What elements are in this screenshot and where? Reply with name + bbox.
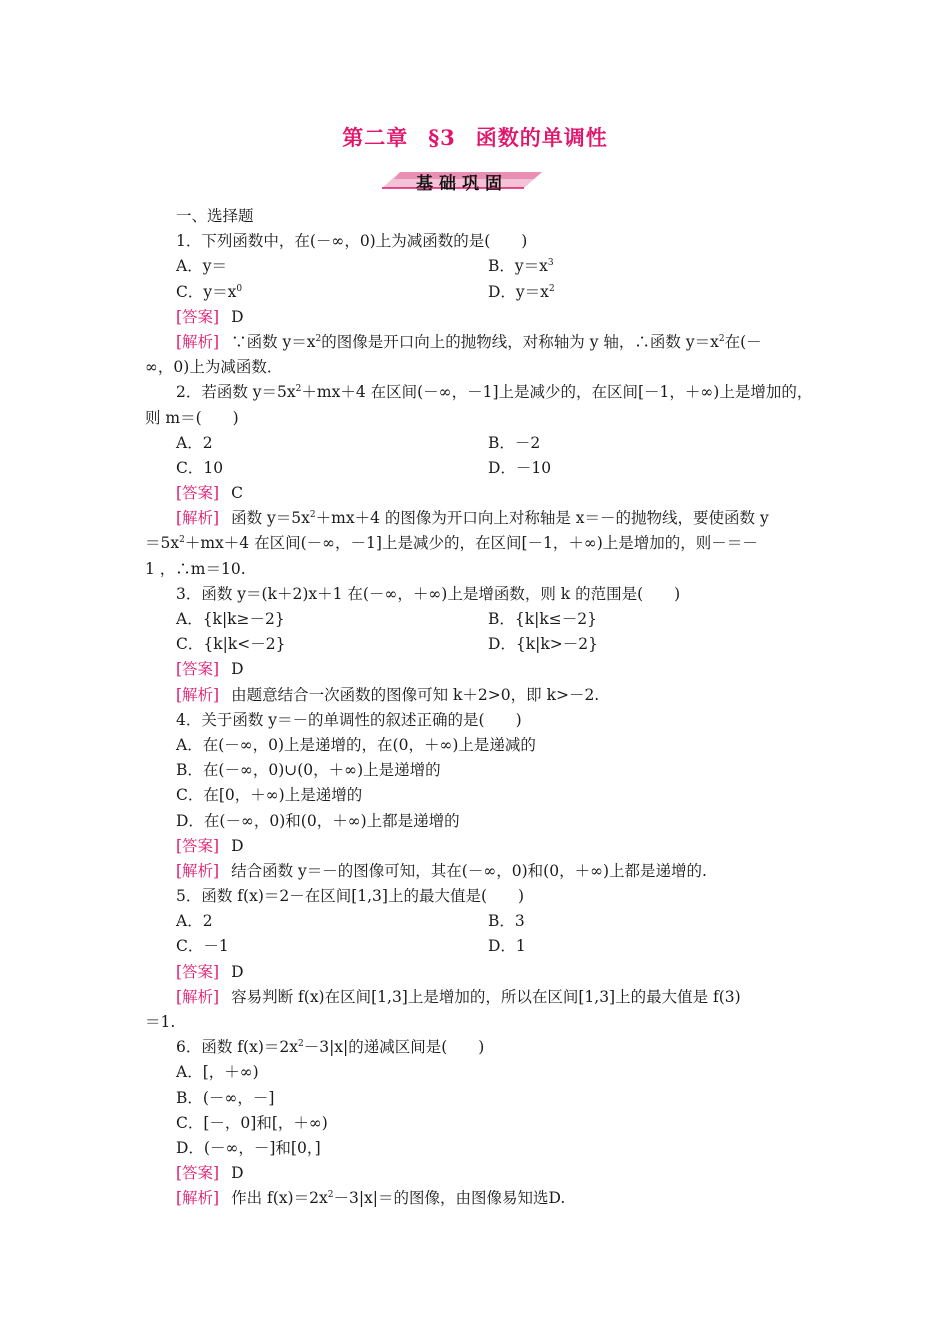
question-4-analysis: [解析] 结合函数 y＝－的图像可知，其在(－∞，0)和(0，＋∞)上都是递增的.	[176, 861, 707, 880]
question-3-stem: 3．函数 y＝(k＋2)x＋1 在(－∞，＋∞)上是增函数，则 k 的范围是( )	[176, 584, 681, 603]
analysis-tag: [解析]	[176, 987, 220, 1006]
question-6-answer: [答案] D	[176, 1164, 244, 1183]
option-b: B．{k|k≤－2}	[488, 610, 597, 628]
page-title	[0, 122, 950, 152]
option-b: B．$y=x^3$	[488, 257, 554, 276]
analysis-tag: [解析]	[176, 509, 220, 528]
question-5-analysis-cont: ＝1.	[145, 1013, 176, 1031]
answer-tag: [答案]	[176, 484, 220, 503]
question-1-options-cd	[145, 280, 825, 305]
question-5-answer: [答案] D	[176, 962, 244, 981]
topic-label: 函数的单调性	[475, 125, 608, 150]
analysis-tag: [解析]	[176, 1189, 220, 1208]
question-1-options-ab	[145, 254, 825, 279]
answer-tag: [答案]	[176, 660, 220, 679]
option-c: C．[－，0]和[，＋∞)	[176, 1113, 328, 1132]
option-c: C．{k|k<－2}	[176, 635, 286, 654]
question-5-options-ab	[145, 909, 825, 934]
answer-tag: [答案]	[176, 307, 220, 326]
analysis-tag: [解析]	[176, 861, 220, 880]
question-1-analysis: [解析] ∵函数 $y=x^2$的图像是开口向上的抛物线，对称轴为 y 轴，∴函数 $y=x^2$在(－	[176, 332, 762, 351]
question-2-analysis-cont2: 1 ，∴m＝10.	[145, 559, 246, 578]
option-b: B．在(－∞，0)∪(0，＋∞)上是递增的	[176, 761, 441, 780]
answer-tag: [答案]	[176, 836, 220, 855]
question-2-analysis-cont: $=5x^2+mx+4$ 在区间(－∞，－1]上是减少的，在区间[－1，＋∞)上是增加的，则－＝－	[145, 534, 758, 553]
question-5-options-cd	[145, 934, 825, 959]
option-d: D．1	[488, 937, 526, 956]
question-2-stem-cont: 则 m＝( )	[145, 408, 239, 427]
option-a: A．2	[176, 912, 213, 931]
question-4-answer: [答案] D	[176, 836, 244, 855]
question-1-analysis-cont: ∞，0)上为减函数．	[145, 358, 283, 377]
option-a: A．{k|k≥－2}	[176, 610, 285, 628]
question-list	[145, 204, 825, 1212]
section-title: 一、选择题	[176, 207, 254, 225]
option-c: C．$y=x^0$	[176, 282, 243, 301]
question-3-analysis: [解析] 由题意结合一次函数的图像可知 k＋2>0，即 k>－2.	[176, 685, 600, 704]
question-3-options-cd	[145, 632, 825, 657]
question-2-stem: 2．若函数 $y=5x^2+mx+4$ 在区间(－∞，－1]上是减少的，在区间[－1，＋∞)上是增加的，	[176, 383, 813, 402]
question-2-answer: [答案] C	[176, 484, 243, 503]
question-5-stem: 5．函数 f(x)＝2－在区间[1,3]上的最大值是( )	[176, 887, 525, 906]
answer-tag: [答案]	[176, 1164, 220, 1183]
option-a: A．y＝	[176, 257, 227, 276]
option-d: D．在(－∞，0)和(0，＋∞)上都是递增的	[176, 811, 460, 830]
option-a: A．2	[176, 433, 213, 452]
answer-tag: [答案]	[176, 962, 220, 981]
option-c: C．在[0，＋∞)上是递增的	[176, 786, 363, 805]
option-b: B．(－∞，－]	[176, 1088, 275, 1107]
question-3-options-ab	[145, 607, 825, 632]
option-c: C．10	[176, 458, 224, 477]
option-c: C．－1	[176, 937, 229, 956]
option-a: A．[，＋∞)	[176, 1063, 259, 1082]
section-number: §3	[428, 125, 456, 150]
option-a: A．在(－∞，0)上是递增的，在(0，＋∞)上是递减的	[176, 735, 536, 754]
question-6-stem: 6．函数 $f(x)=2x^2-3|x|$的递减区间是( )	[176, 1038, 485, 1057]
option-d: D．(－∞，－]和[0，]	[176, 1138, 321, 1157]
banner-title: 基础巩固	[416, 174, 508, 194]
question-2-options-ab	[145, 431, 825, 456]
analysis-tag: [解析]	[176, 685, 220, 704]
question-1-stem: 1．下列函数中，在(－∞，0)上为减函数的是( )	[176, 232, 528, 251]
question-2-analysis: [解析] 函数 $y=5x^2+mx+4$ 的图像为开口向上对称轴是 x＝－的抛物线，要使函数 y	[176, 509, 769, 528]
option-b: B．3	[488, 912, 525, 931]
chapter-label: 第二章	[342, 125, 409, 150]
question-3-answer: [答案] D	[176, 660, 244, 679]
analysis-tag: [解析]	[176, 332, 220, 351]
option-d: D．{k|k>－2}	[488, 635, 599, 654]
question-4-stem: 4．关于函数 y＝－的单调性的叙述正确的是( )	[176, 710, 522, 729]
question-5-analysis: [解析] 容易判断 f(x)在区间[1,3]上是增加的，所以在区间[1,3]上的最大值是 f(3)	[176, 987, 741, 1006]
option-b: B．－2	[488, 433, 541, 452]
question-2-options-cd	[145, 456, 825, 481]
option-d: D．$y=x^2$	[488, 282, 555, 301]
question-6-analysis: [解析] 作出 $f(x)=2x^2-3|x|=$的图像，由图像易知选D.	[176, 1189, 566, 1208]
option-d: D．－10	[488, 458, 552, 477]
question-1-answer: [答案] D	[176, 307, 244, 326]
